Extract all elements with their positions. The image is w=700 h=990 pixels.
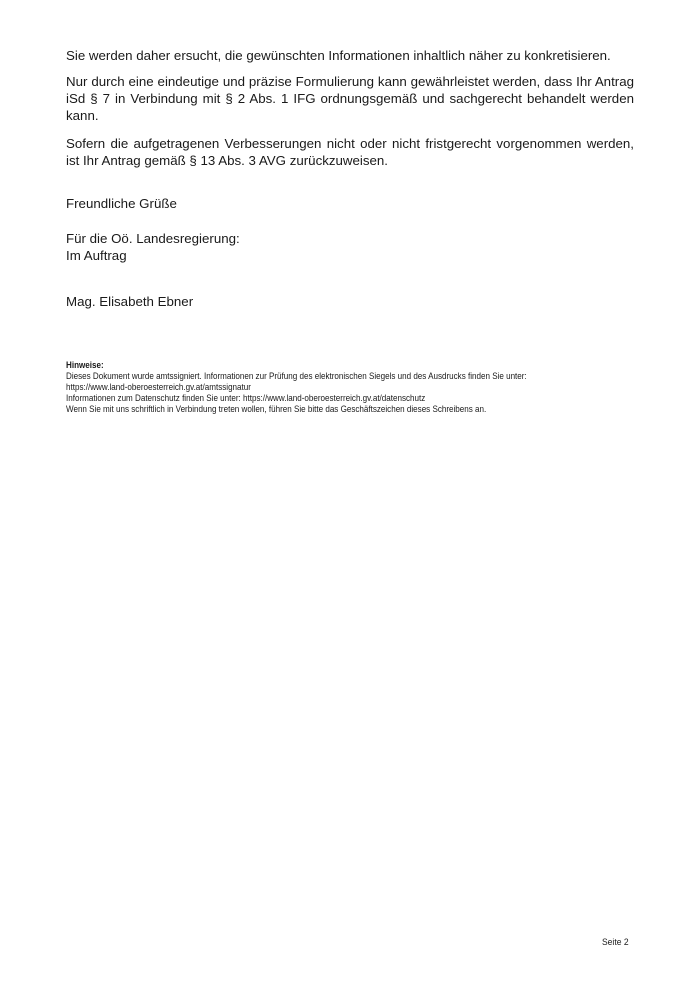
paragraph-rejection: Sofern die aufgetragenen Verbesserungen nicht oder nicht fristgerecht vorgenommen werden, ist Ihr Antrag gemäß § 13 Abs. 3 AVG zurückzuweisen. [66, 136, 634, 168]
notes-line-privacy: Informationen zum Datenschutz finden Sie unter: https://www.land-oberoesterreich.gv.at/datenschutz [66, 392, 426, 403]
notes-line-signature: Dieses Dokument wurde amtssigniert. Informationen zur Prüfung des elektronischen Siegels und des Ausdrucks finden Sie unter: [66, 370, 527, 381]
authority-line: Für die Oö. Landesregierung: [66, 231, 240, 246]
notes-heading: Hinweise: [66, 359, 104, 370]
page-number: Seite 2 [602, 937, 629, 948]
signer-name: Mag. Elisabeth Ebner [66, 294, 194, 309]
notes-line-reference: Wenn Sie mit uns schriftlich in Verbindung treten wollen, führen Sie bitte das Geschäftszeichen dieses Schreibens an. [66, 403, 487, 414]
notes-link-signature: https://www.land-oberoesterreich.gv.at/amtssignatur [66, 381, 251, 392]
paragraph-request: Sie werden daher ersucht, die gewünschten Informationen inhaltlich näher zu konkretisieren. [66, 48, 611, 63]
closing-greeting: Freundliche Grüße [66, 196, 177, 211]
notes-section [66, 359, 634, 414]
on-behalf-line: Im Auftrag [66, 248, 127, 263]
letter-body [66, 47, 634, 310]
signature-block [66, 230, 634, 264]
paragraph-formulation: Nur durch eine eindeutige und präzise Formulierung kann gewährleistet werden, dass Ihr Antrag iSd § 7 in Verbindung mit § 2 Abs. 1 IFG ordnungsgemäß und sachgerecht behandelt werden kann. [66, 74, 634, 123]
